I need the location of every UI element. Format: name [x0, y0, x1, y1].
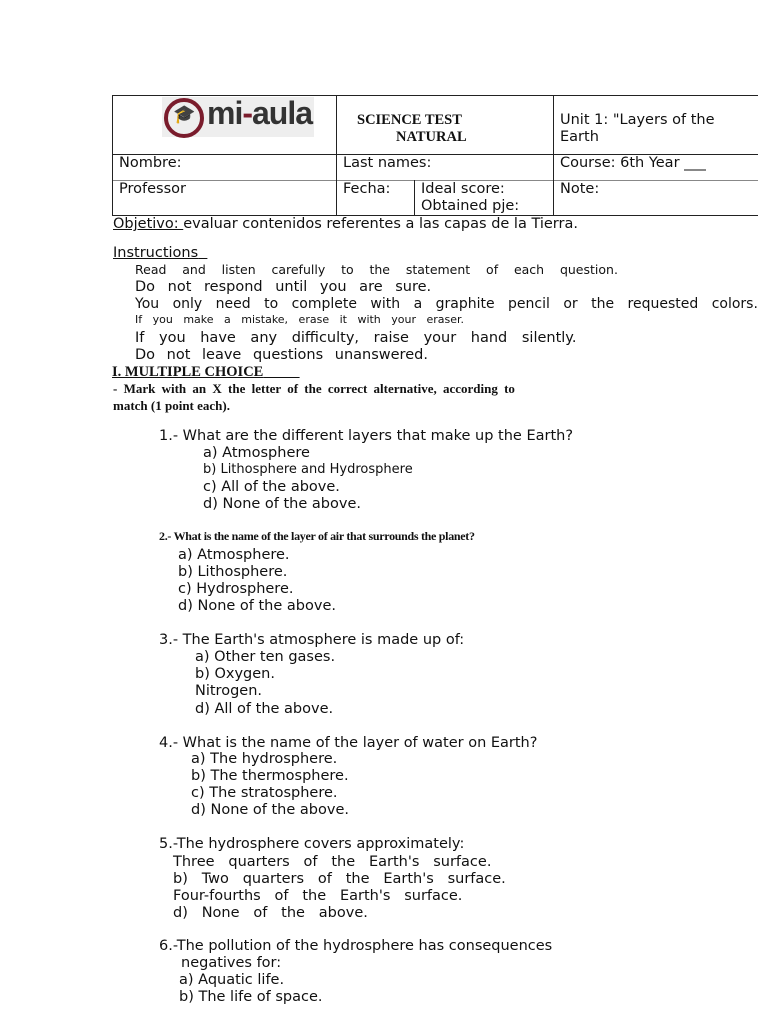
question-4-text: 4.- What is the name of the layer of water on Earth? [159, 735, 538, 751]
question-5-option-d[interactable]: d) None of the above. [173, 905, 368, 921]
question-4-option-c[interactable]: c) The stratosphere. [191, 785, 338, 801]
question-4-option-d[interactable]: d) None of the above. [191, 802, 349, 818]
test-title-line1: SCIENCE TEST [357, 112, 462, 128]
question-6-text-line2: negatives for: [181, 955, 282, 971]
question-3-text: 3.- The Earth's atmosphere is made up of: [159, 632, 465, 648]
table-border-left [112, 95, 113, 216]
question-5-option-a[interactable]: Three quarters of the Earth's surface. [173, 854, 492, 870]
question-1-option-c[interactable]: c) All of the above. [203, 479, 340, 495]
objective-text: evaluar contenidos referentes a las capas de la Tierra. [183, 216, 578, 232]
course-field-label: Course: 6th Year ___ [560, 155, 706, 171]
instruction-line: Read and listen carefully to the statement of each question. [135, 262, 618, 277]
question-6-text-line1: 6.-The pollution of the hydrosphere has consequences [159, 938, 553, 954]
fecha-field-label: Fecha: [343, 181, 391, 197]
question-1-text: 1.- What are the different layers that make up the Earth? [159, 428, 574, 444]
section-instruction-line1: - Mark with an X the letter of the correct alternative, according to [113, 381, 515, 396]
question-3-option-c[interactable]: Nitrogen. [195, 683, 262, 699]
question-5-option-b[interactable]: b) Two quarters of the Earth's surface. [173, 871, 506, 887]
professor-field-label: Professor [119, 181, 186, 197]
question-2-option-a[interactable]: a) Atmosphere. [178, 547, 290, 563]
unit-title-line1: Unit 1: "Layers of the [560, 112, 715, 128]
section-title: I. MULTIPLE CHOICE [112, 364, 264, 380]
question-4-option-a[interactable]: a) The hydrosphere. [191, 751, 338, 767]
unit-title-line2: Earth [560, 129, 599, 145]
question-1-option-d[interactable]: d) None of the above. [203, 496, 361, 512]
nombre-field-label: Nombre: [119, 155, 182, 171]
instruction-line: If you make a mistake, erase it with your eraser. [135, 313, 465, 326]
instruction-line: If you have any difficulty, raise your hand silently. [135, 330, 577, 346]
question-5-text: 5.-The hydrosphere covers approximately: [159, 836, 465, 852]
note-field-label: Note: [560, 181, 600, 197]
question-2-option-b[interactable]: b) Lithosphere. [178, 564, 288, 580]
question-2-text: 2.- What is the name of the layer of air that surrounds the planet? [159, 529, 475, 543]
logo-wordmark: mi-aula [207, 95, 313, 131]
objective-line [113, 216, 578, 232]
question-3-option-d[interactable]: d) All of the above. [195, 701, 334, 717]
question-2-option-c[interactable]: c) Hydrosphere. [178, 581, 294, 597]
question-4-option-b[interactable]: b) The thermosphere. [191, 768, 349, 784]
table-divider [553, 95, 554, 216]
question-5-option-c[interactable]: Four-fourths of the Earth's surface. [173, 888, 463, 904]
instruction-line: Do not leave questions unanswered. [135, 347, 428, 363]
ideal-score-label: Ideal score: [421, 181, 505, 197]
table-divider [414, 180, 415, 216]
instruction-line: You only need to complete with a graphite pencil or the requested colors. [135, 296, 758, 312]
question-1-option-b[interactable]: b) Lithosphere and Hydrosphere [203, 462, 413, 477]
graduation-cap-icon: 🎓 [173, 104, 196, 125]
question-6-option-a[interactable]: a) Aquatic life. [179, 972, 285, 988]
question-2-option-d[interactable]: d) None of the above. [178, 598, 336, 614]
section-instruction-line2: match (1 point each). [113, 398, 230, 413]
instruction-line: Do not respond until you are sure. [135, 279, 432, 295]
question-1-option-a[interactable]: a) Atmosphere [203, 445, 310, 461]
obtained-score-label: Obtained pje: [421, 198, 520, 214]
question-3-option-b[interactable]: b) Oxygen. [195, 666, 275, 682]
question-6-option-b[interactable]: b) The life of space. [179, 989, 323, 1005]
instructions-title: Instructions [113, 245, 199, 261]
test-title-line2: NATURAL [396, 129, 467, 145]
header-table [112, 95, 758, 216]
objective-label: Objetivo: [113, 216, 184, 232]
table-divider [336, 95, 337, 216]
question-3-option-a[interactable]: a) Other ten gases. [195, 649, 336, 665]
last-names-field-label: Last names: [343, 155, 432, 171]
mi-aula-logo [162, 97, 314, 137]
